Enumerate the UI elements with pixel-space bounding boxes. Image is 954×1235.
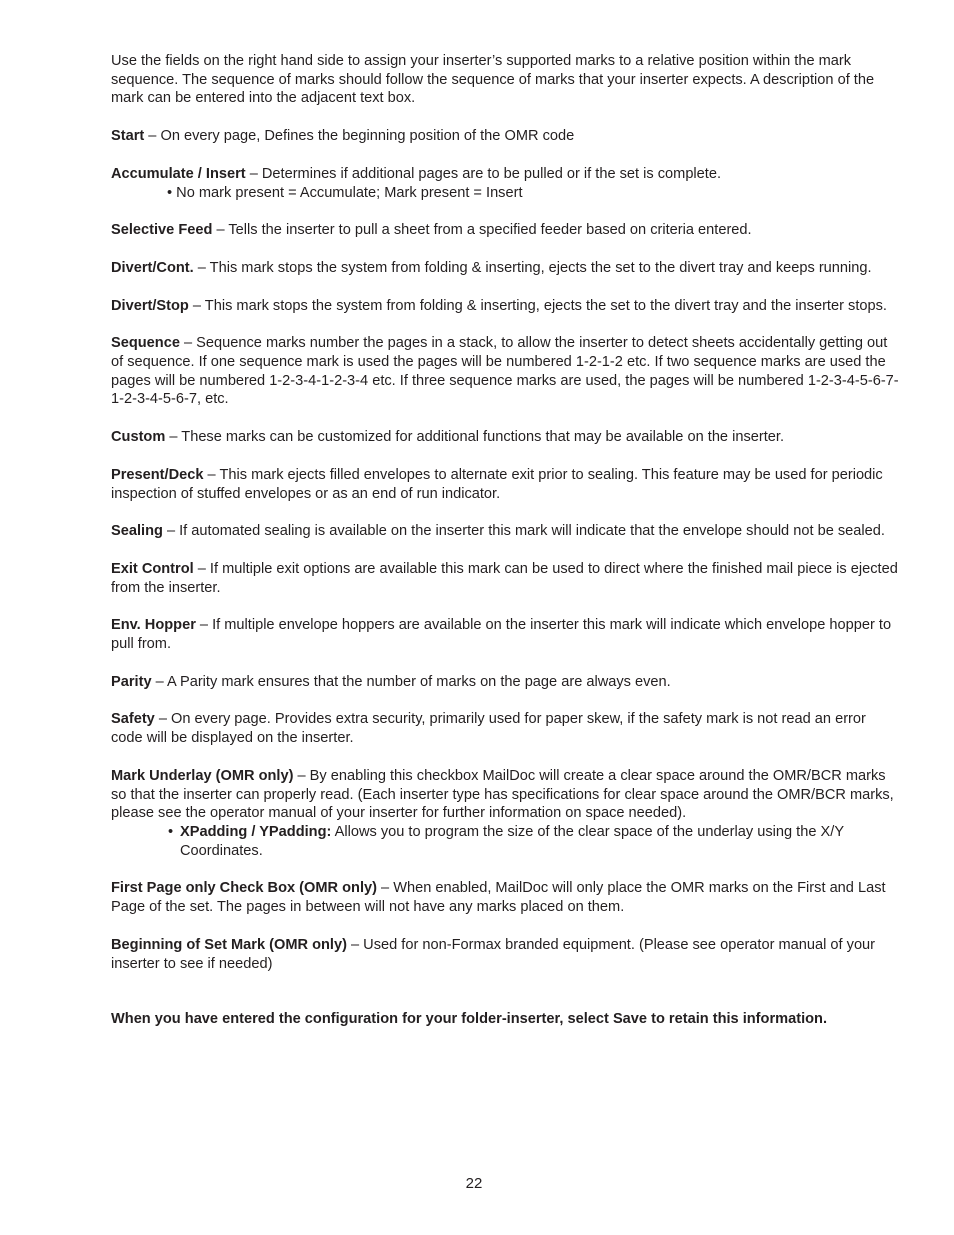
term-exit-control: Exit Control [111,560,194,577]
intro-paragraph: Use the fields on the right hand side to assign your inserter’s supported marks to a relative position within the mark sequence. The sequence of marks should follow the sequence of marks that your inserter expects. A description of the mark can be entered into the adjacent text box. [111,53,875,107]
desc-beginning-of-set: – Used for non-Formax branded equipment. (Please see operator manual of your inserter to see if needed) [111,936,876,972]
definition-sequence [111,334,901,409]
definition-beginning-of-set [111,936,901,973]
definition-divert-stop [111,297,901,316]
definition-start [111,127,901,146]
desc-mark-underlay: – By enabling this checkbox MailDoc will create a clear space around the OMR/BCR marks so that the inserter can properly read. (Each inserter type has specifications for clear space around the OMR/BCR marks, please see the operator manual of your inserter for further information on space needed). [111,767,894,822]
desc-first-page: – When enabled, MailDoc will only place the OMR marks on the First and Last Page of the set. The pages in between will not have any marks placed on them. [111,880,886,916]
definition-exit-control [111,560,901,597]
term-accumulate-insert: Accumulate / Insert [111,165,246,182]
bullet-icon: • [168,823,174,840]
desc-sealing: – If automated sealing is available on the inserter this mark will indicate that the envelope should not be sealed. [162,523,885,540]
term-divert-cont: Divert/Cont. [111,259,194,276]
definition-sealing [111,522,901,541]
term-safety: Safety [111,711,155,728]
definition-divert-cont [111,259,901,278]
term-beginning-of-set: Beginning of Set Mark (OMR only) [111,936,347,953]
desc-divert-stop: – This mark stops the system from folding & inserting, ejects the set to the divert tray and the inserter stops. [188,297,887,314]
desc-selective-feed: – Tells the inserter to pull a sheet from a specified feeder based on criteria entered. [212,222,752,239]
desc-present-deck: – This mark ejects filled envelopes to alternate exit prior to sealing. This feature may be used for periodic inspection of stuffed envelopes or as an end of run indicator. [111,466,883,502]
term-parity: Parity [111,673,152,690]
desc-divert-cont: – This mark stops the system from folding & inserting, ejects the set to the divert tray and keeps running. [193,259,872,276]
desc-sequence: – Sequence marks number the pages in a stack, to allow the inserter to detect sheets accidentally getting out of sequence. If one sequence mark is used the pages will be numbered 1-2-1-2 etc. If two sequence marks are used the pages will be numbered 1-2-3-4-1-2-3-4 etc. If three sequence marks are used, the pages will be numbered 1-2-3-4-5-6-7-1-2-3-4-5-6-7, etc. [111,335,899,408]
definition-mark-underlay [111,767,901,861]
padding-bullet [168,823,901,860]
definition-safety [111,710,901,747]
page-number: 22 [465,1175,483,1192]
desc-exit-control: – If multiple exit options are available this mark can be used to direct where the finished mail piece is ejected from the inserter. [111,560,898,596]
term-padding: XPadding / YPadding: [180,823,332,840]
term-present-deck: Present/Deck [111,466,204,483]
desc-padding: Allows you to program the size of the clear space of the underlay using the X/Y Coordinates. [180,823,844,859]
desc-custom: – These marks can be customized for additional functions that may be available on the inserter. [165,429,785,446]
term-sequence: Sequence [111,335,180,352]
term-custom: Custom [111,429,166,446]
desc-safety: – On every page. Provides extra security, primarily used for paper skew, if the safety mark is not read an error code will be displayed on the inserter. [111,711,866,747]
document-body [111,52,901,1029]
term-mark-underlay: Mark Underlay (OMR only) [111,767,294,784]
desc-start: – On every page, Defines the beginning position of the OMR code [144,128,575,145]
term-first-page: First Page only Check Box (OMR only) [111,880,377,897]
desc-parity: – A Parity mark ensures that the number of marks on the page are always even. [151,673,671,690]
term-start: Start [111,128,145,145]
definition-selective-feed [111,221,901,240]
term-sealing: Sealing [111,523,163,540]
closing-instruction: When you have entered the configuration for your folder-inserter, select Save to retain this information. [111,1011,828,1028]
desc-env-hopper: – If multiple envelope hoppers are available on the inserter this mark will indicate which envelope hopper to pull from. [111,617,892,653]
definition-parity [111,673,901,692]
definition-first-page [111,879,901,916]
definition-accumulate-insert [111,165,901,202]
term-divert-stop: Divert/Stop [111,297,189,314]
definition-custom [111,428,901,447]
term-env-hopper: Env. Hopper [111,617,196,634]
term-selective-feed: Selective Feed [111,222,213,239]
desc-accumulate-insert: – Determines if additional pages are to be pulled or if the set is complete. [245,165,722,182]
definition-present-deck [111,466,901,503]
definition-env-hopper [111,616,901,653]
accumulate-insert-note: • No mark present = Accumulate; Mark present = Insert [167,184,523,201]
